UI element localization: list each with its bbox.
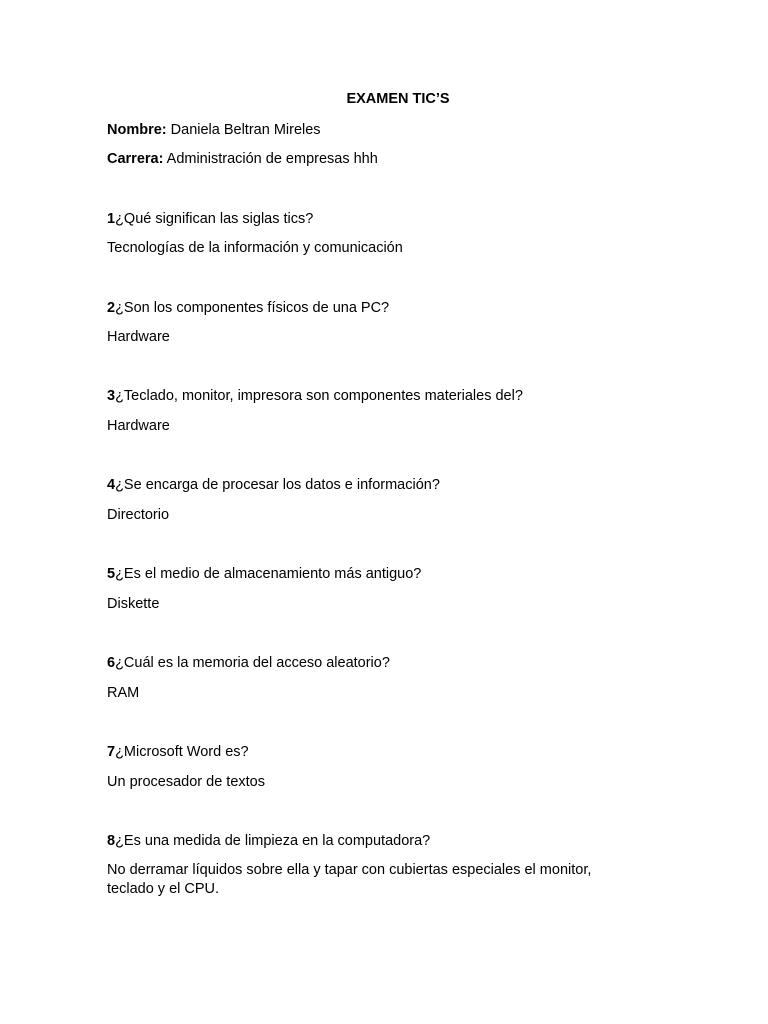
question-3	[107, 387, 523, 406]
answer-3: Hardware	[107, 418, 170, 434]
question-text: ¿Qué significan las siglas tics?	[115, 211, 314, 227]
question-text: ¿Teclado, monitor, impresora son componentes materiales del?	[115, 388, 523, 404]
carrera-value: Administración de empresas hhh	[163, 151, 378, 167]
question-7	[107, 743, 249, 762]
answer-8: No derramar líquidos sobre ella y tapar con cubiertas especiales el monitor, teclado y el CPU.	[107, 862, 592, 897]
question-text: ¿Se encarga de procesar los datos e información?	[115, 477, 440, 493]
answer-4: Directorio	[107, 507, 170, 523]
answer-6: RAM	[107, 685, 140, 701]
question-4	[107, 476, 440, 495]
carrera-label: Carrera:	[107, 151, 164, 167]
answer-1: Tecnologías de la información y comunicación	[107, 240, 403, 256]
answer-7: Un procesador de textos	[107, 774, 265, 790]
question-text: ¿Son los componentes físicos de una PC?	[115, 300, 390, 316]
answer-5: Diskette	[107, 596, 160, 612]
question-number: 2	[107, 300, 116, 316]
question-2	[107, 299, 389, 318]
question-text: ¿Es una medida de limpieza en la computadora?	[115, 833, 431, 849]
question-number: 3	[107, 388, 116, 404]
question-number: 8	[107, 833, 116, 849]
question-1	[107, 210, 313, 229]
question-number: 5	[107, 566, 116, 582]
question-number: 6	[107, 655, 116, 671]
question-number: 4	[107, 477, 116, 493]
question-8	[107, 832, 430, 851]
question-5	[107, 565, 421, 584]
document-title: EXAMEN TIC’S	[346, 91, 450, 107]
question-text: ¿Cuál es la memoria del acceso aleatorio?	[115, 655, 390, 671]
nombre-value: Daniela Beltran Mireles	[166, 122, 321, 138]
question-number: 7	[107, 744, 116, 760]
nombre-label: Nombre:	[107, 122, 167, 138]
nombre-line	[107, 121, 321, 140]
question-text: ¿Es el medio de almacenamiento más antiguo?	[115, 566, 422, 582]
answer-2: Hardware	[107, 329, 170, 345]
question-6	[107, 654, 390, 673]
question-number: 1	[107, 211, 116, 227]
question-text: ¿Microsoft Word es?	[115, 744, 249, 760]
carrera-line	[107, 150, 378, 169]
